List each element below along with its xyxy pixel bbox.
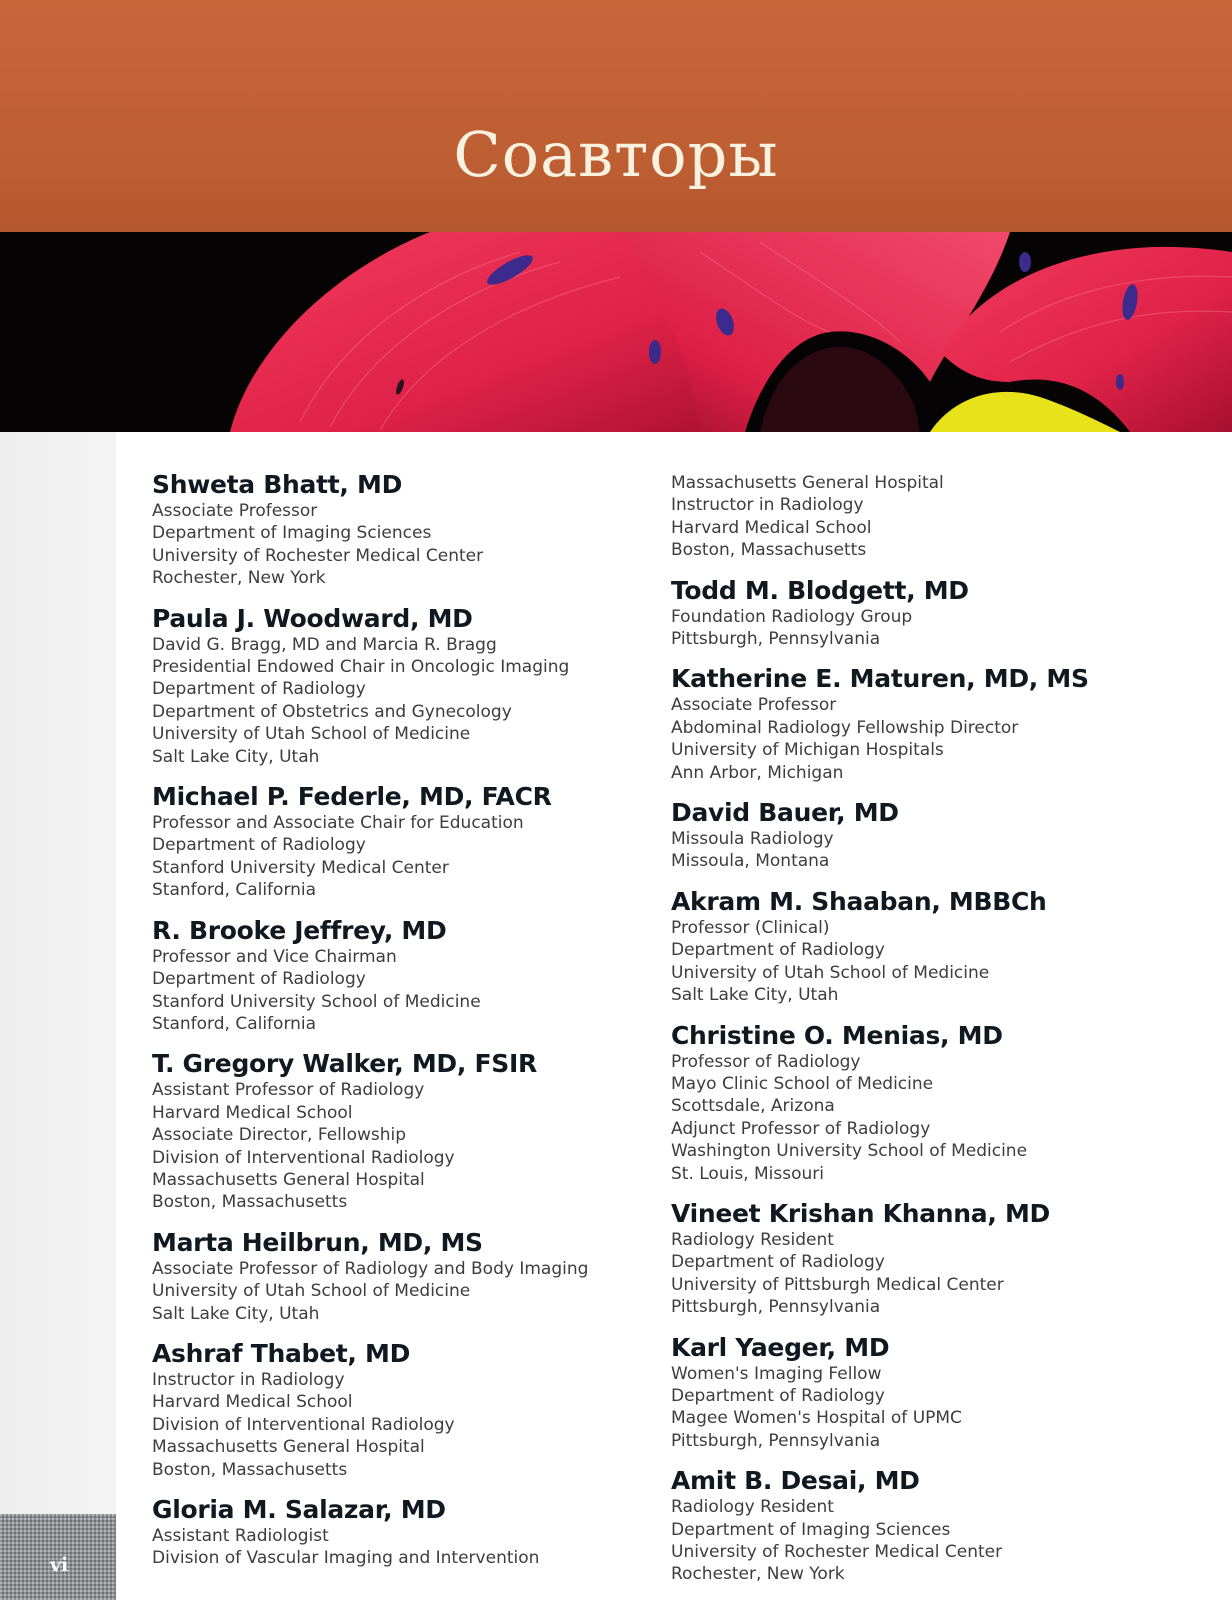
contributor-affiliation-line: Massachusetts General Hospital xyxy=(671,473,944,493)
contributor-affiliation-line: Department of Obstetrics and Gynecology xyxy=(152,701,512,722)
contributor-affiliation-line: Rochester, New York xyxy=(671,1564,845,1585)
contributor-affiliation-line: Missoula Radiology xyxy=(671,829,834,850)
contributor-affiliation-line: Pittsburgh, Pennsylvania xyxy=(671,629,881,650)
contributor-affiliation-line: Division of Interventional Radiology xyxy=(152,1414,455,1435)
contributor-name: Paula J. Woodward, MD xyxy=(152,603,473,633)
contributor-affiliation-line: Stanford, California xyxy=(152,1013,317,1034)
contributor-entry xyxy=(671,1466,1151,1586)
contributor-affiliation-line: Professor (Clinical) xyxy=(671,917,830,938)
contributor-name: Vineet Krishan Khanna, MD xyxy=(671,1198,1050,1228)
contributor-affiliation-line: Mayo Clinic School of Medicine xyxy=(671,1073,934,1094)
contributors-right-column xyxy=(671,472,1151,1600)
contributor-name: Ashraf Thabet, MD xyxy=(152,1338,411,1368)
contributors-left-column xyxy=(152,470,632,1584)
contributor-affiliation-line: University of Utah School of Medicine xyxy=(152,724,471,745)
contributor-name: Michael P. Federle, MD, FACR xyxy=(152,782,552,812)
contributor-entry xyxy=(152,916,632,1036)
contributor-name: Marta Heilbrun, MD, MS xyxy=(152,1227,483,1257)
contributor-affiliation-line: University of Utah School of Medicine xyxy=(671,962,990,983)
contributor-affiliation-line: Department of Imaging Sciences xyxy=(671,1519,951,1540)
contributor-affiliation-line: Stanford University Medical Center xyxy=(152,857,449,878)
contributor-affiliation-line: Division of Interventional Radiology xyxy=(152,1147,455,1168)
contributor-name: Gloria M. Salazar, MD xyxy=(152,1495,446,1524)
contributor-entry xyxy=(671,576,1151,651)
contributor-name: R. Brooke Jeffrey, MD xyxy=(152,915,447,945)
contributor-entry xyxy=(152,604,632,768)
contributor-affiliation-line: Rochester, New York xyxy=(152,568,326,589)
contributor-affiliation-line: David G. Bragg, MD and Marcia R. Bragg xyxy=(152,634,497,655)
contributor-affiliation-line: Associate Director, Fellowship xyxy=(152,1125,407,1146)
contributor-affiliation-line: Instructor in Radiology xyxy=(671,495,864,516)
contributor-affiliation-line: University of Utah School of Medicine xyxy=(152,1281,471,1302)
contributor-affiliation-line: Division of Vascular Imaging and Intervention xyxy=(152,1548,540,1569)
contributor-affiliation-line: Scottsdale, Arizona xyxy=(671,1096,835,1117)
contributor-affiliation-line: Radiology Resident xyxy=(671,1497,834,1518)
contributor-affiliation-line: Professor of Radiology xyxy=(671,1051,861,1072)
left-margin-strip xyxy=(0,432,116,1600)
contributor-name: Todd M. Blodgett, MD xyxy=(671,575,969,605)
contributor-affiliation-line: Department of Radiology xyxy=(152,969,366,990)
contributor-affiliation-line: Department of Imaging Sciences xyxy=(152,523,432,544)
contributor-affiliation-line: Adjunct Professor of Radiology xyxy=(671,1118,931,1139)
contributor-affiliation-line: University of Rochester Medical Center xyxy=(152,545,484,566)
contributor-entry xyxy=(152,1339,632,1481)
contributor-entry xyxy=(671,1199,1151,1319)
contributor-affiliation-line: Boston, Massachusetts xyxy=(671,540,867,561)
contributor-affiliation-line: Salt Lake City, Utah xyxy=(152,1303,320,1324)
contributor-entry xyxy=(152,782,632,902)
page-number: vi xyxy=(50,1554,69,1576)
contributor-affiliation-line: Department of Radiology xyxy=(152,679,366,700)
contributor-name: T. Gregory Walker, MD, FSIR xyxy=(152,1049,537,1079)
contributor-affiliation-line: Missoula, Montana xyxy=(671,851,830,872)
contributor-name: Karl Yaeger, MD xyxy=(671,1332,890,1362)
contributor-affiliation-line: Pittsburgh, Pennsylvania xyxy=(671,1297,881,1318)
contributor-affiliation-line: Associate Professor xyxy=(671,695,837,716)
anatomy-illustration xyxy=(0,232,1232,432)
contributor-affiliation-line: Department of Radiology xyxy=(671,940,885,961)
contributor-name: Akram M. Shaaban, MBBCh xyxy=(671,886,1047,916)
contributor-affiliation-line: University of Michigan Hospitals xyxy=(671,740,944,761)
contributor-affiliation-line: Harvard Medical School xyxy=(671,517,872,538)
contributor-affiliation-line: Boston, Massachusetts xyxy=(152,1192,348,1213)
contributor-affiliation-line: Women's Imaging Fellow xyxy=(671,1363,882,1384)
contributor-name: Amit B. Desai, MD xyxy=(671,1466,920,1496)
contributor-entry xyxy=(671,664,1151,784)
page-title: Соавторы xyxy=(453,118,779,191)
contributor-affiliation-line: Department of Radiology xyxy=(671,1252,885,1273)
contributor-entry xyxy=(152,1228,632,1325)
contributor-name: Katherine E. Maturen, MD, MS xyxy=(671,664,1089,694)
contributor-affiliation-line: Associate Professor of Radiology and Body Imaging xyxy=(152,1258,589,1279)
contributor-affiliation-line: St. Louis, Missouri xyxy=(671,1163,824,1184)
contributor-affiliation-line: Radiology Resident xyxy=(671,1229,834,1250)
contributor-affiliation-line: Instructor in Radiology xyxy=(152,1369,345,1390)
contributor-entry-continuation xyxy=(671,472,1151,562)
contributor-affiliation-line: Stanford, California xyxy=(152,880,317,901)
contributor-affiliation-line: Massachusetts General Hospital xyxy=(152,1169,425,1190)
contributor-affiliation-line: Assistant Professor of Radiology xyxy=(152,1080,425,1101)
contributor-affiliation-line: Massachusetts General Hospital xyxy=(152,1437,425,1458)
contributor-name: David Bauer, MD xyxy=(671,798,899,828)
contributor-affiliation-line: Professor and Associate Chair for Education xyxy=(152,813,524,834)
contributor-entry xyxy=(671,798,1151,873)
contributor-affiliation-line: Magee Women's Hospital of UPMC xyxy=(671,1408,962,1429)
contributor-name: Shweta Bhatt, MD xyxy=(152,470,403,499)
contributor-affiliation-line: Harvard Medical School xyxy=(152,1392,353,1413)
contributor-entry xyxy=(671,1021,1151,1185)
contributor-affiliation-line: Presidential Endowed Chair in Oncologic Imaging xyxy=(152,657,570,678)
contributor-entry xyxy=(671,887,1151,1007)
contributor-affiliation-line: Washington University School of Medicine xyxy=(671,1141,1028,1162)
contributor-affiliation-line: Department of Radiology xyxy=(152,835,366,856)
contributor-affiliation-line: Abdominal Radiology Fellowship Director xyxy=(671,717,1019,738)
contributor-affiliation-line: Stanford University School of Medicine xyxy=(152,991,481,1012)
contributor-affiliation-line: Ann Arbor, Michigan xyxy=(671,762,844,783)
contributor-affiliation-line: Department of Radiology xyxy=(671,1385,885,1406)
contributor-affiliation-line: University of Rochester Medical Center xyxy=(671,1542,1003,1562)
contributor-affiliation-line: Salt Lake City, Utah xyxy=(671,985,839,1006)
contributor-affiliation-line: Harvard Medical School xyxy=(152,1102,353,1123)
contributor-name: Christine O. Menias, MD xyxy=(671,1020,1003,1050)
contributor-entry xyxy=(152,470,632,590)
contributor-affiliation-line: Assistant Radiologist xyxy=(152,1526,329,1546)
contributor-affiliation-line: University of Pittsburgh Medical Center xyxy=(671,1274,1004,1295)
contributor-entry xyxy=(671,1333,1151,1453)
contributor-entry xyxy=(152,1049,632,1213)
contributor-entry xyxy=(152,1495,632,1570)
contributor-affiliation-line: Associate Professor xyxy=(152,501,318,521)
contributor-affiliation-line: Professor and Vice Chairman xyxy=(152,946,397,967)
contributor-affiliation-line: Salt Lake City, Utah xyxy=(152,746,320,767)
contributor-affiliation-line: Boston, Massachusetts xyxy=(152,1459,348,1480)
contributor-affiliation-line: Pittsburgh, Pennsylvania xyxy=(671,1430,881,1451)
contributor-affiliation-line: Foundation Radiology Group xyxy=(671,606,913,627)
header-band xyxy=(0,0,1232,232)
